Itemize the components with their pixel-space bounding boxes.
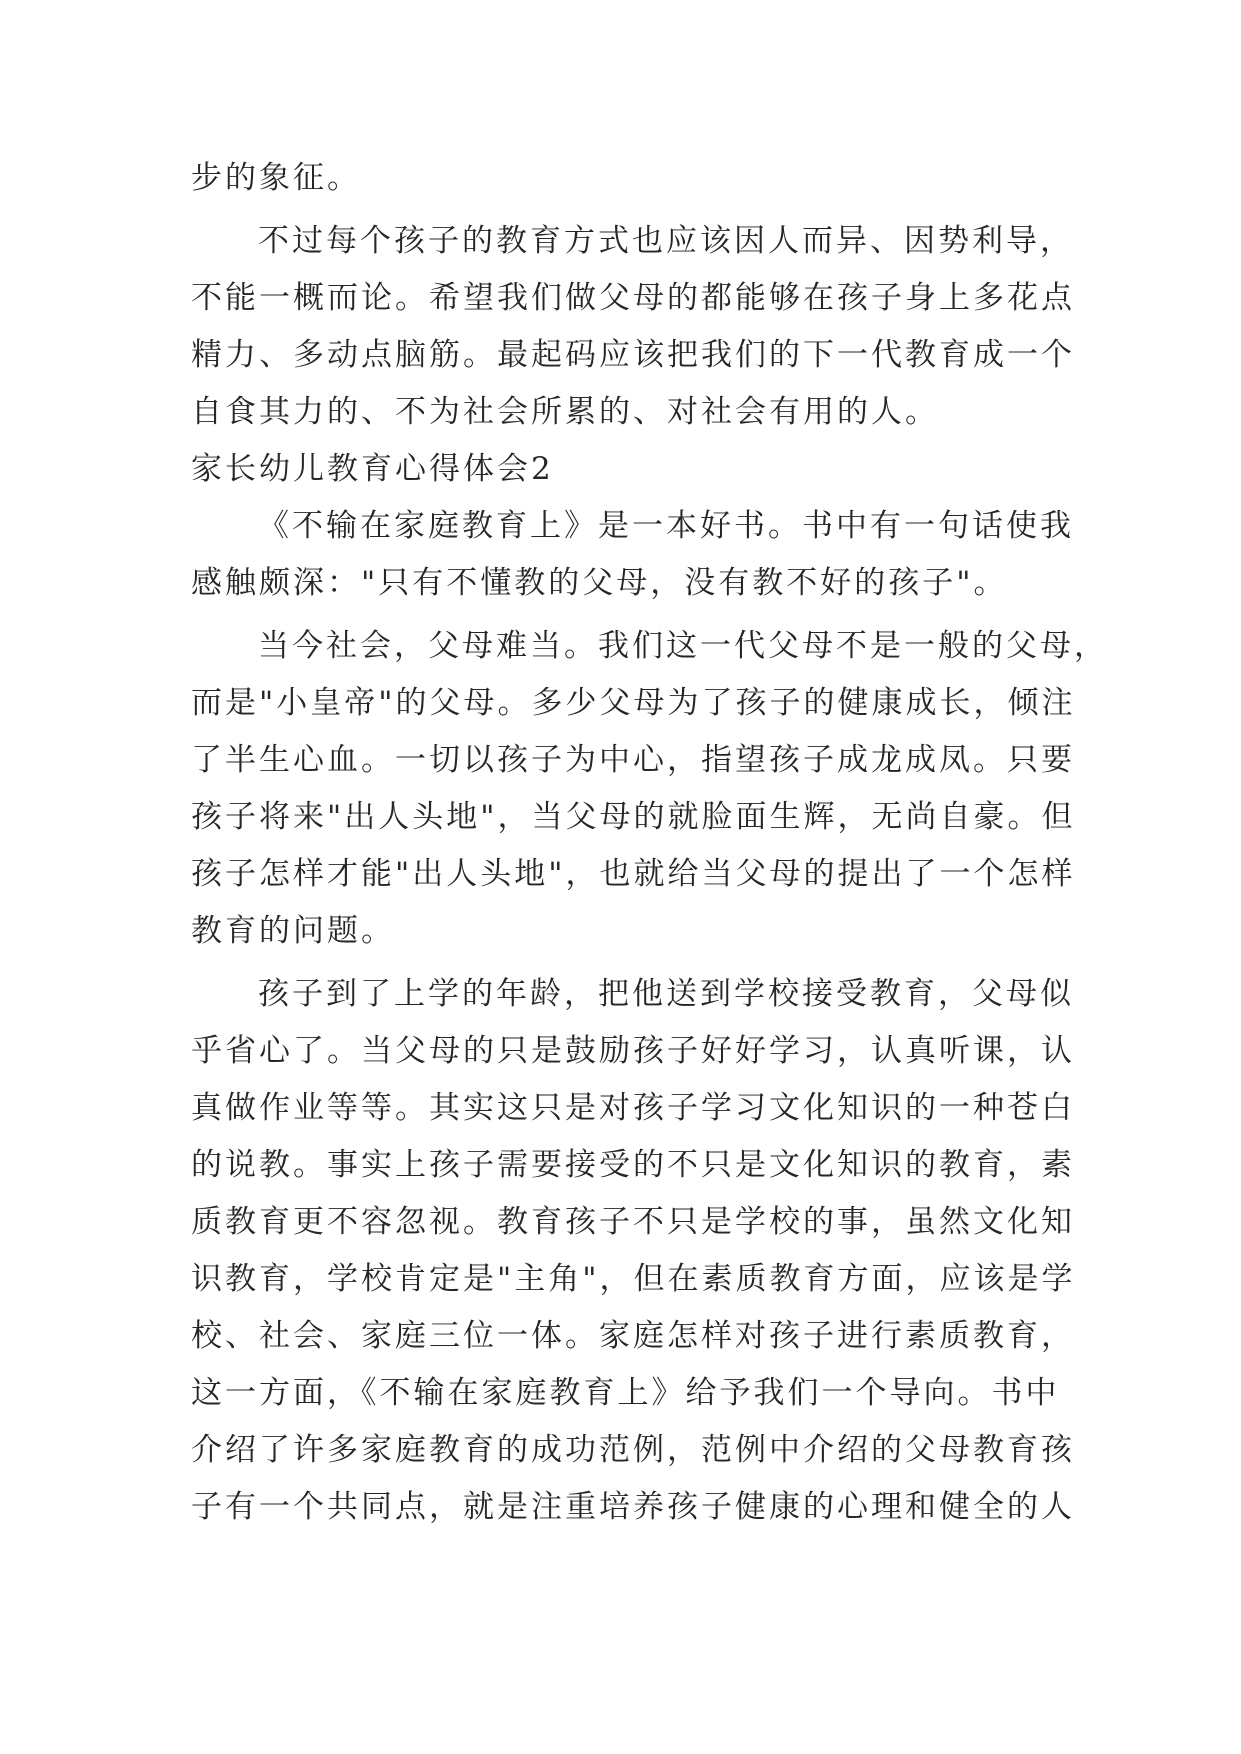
text-line: 的说教。事实上孩子需要接受的不只是文化知识的教育，素 (191, 1147, 1075, 1183)
text-line: 步的象征。 (191, 160, 361, 196)
text-line: 真做作业等等。其实这只是对孩子学习文化知识的一种苍白 (191, 1090, 1075, 1126)
section-heading: 家长幼儿教育心得体会2 (191, 451, 554, 487)
paragraph (191, 498, 1074, 612)
text-line: 质教育更不容忽视。教育孩子不只是学校的事，虽然文化知 (191, 1204, 1075, 1240)
text-line: 《不输在家庭教育上》是一本好书。书中有一句话使我 (258, 508, 1074, 544)
paragraph (191, 966, 1076, 1536)
text-line: 孩子将来"出人头地"，当父母的就脸面生辉，无尚自豪。但 (191, 799, 1076, 835)
text-line: 校、社会、家庭三位一体。家庭怎样对孩子进行素质教育， (191, 1318, 1075, 1354)
paragraph (191, 150, 1071, 207)
paragraph (191, 213, 1075, 441)
text-line: 孩子怎样才能"出人头地"，也就给当父母的提出了一个怎样 (191, 856, 1076, 892)
text-line: 孩子到了上学的年龄，把他送到学校接受教育，父母似 (258, 976, 1074, 1012)
paragraph (191, 618, 1108, 960)
text-line: 教育的问题。 (191, 913, 395, 949)
text-line: 自食其力的、不为社会所累的、对社会有用的人。 (191, 394, 939, 430)
document-body (191, 150, 1108, 1536)
text-line: 不能一概而论。希望我们做父母的都能够在孩子身上多花点 (191, 280, 1075, 316)
text-line: 感触颇深："只有不懂教的父母，没有教不好的孩子"。 (191, 565, 1008, 601)
text-line: 了半生心血。一切以孩子为中心，指望孩子成龙成凤。只要 (191, 742, 1075, 778)
text-line: 乎省心了。当父母的只是鼓励孩子好好学习，认真听课，认 (191, 1033, 1075, 1069)
text-line: 识教育，学校肯定是"主角"，但在素质教育方面，应该是学 (191, 1261, 1076, 1297)
text-line: 这一方面，《不输在家庭教育上》给予我们一个导向。书中 (191, 1375, 1060, 1411)
text-line: 子有一个共同点，就是注重培养孩子健康的心理和健全的人 (191, 1489, 1075, 1525)
text-line: 介绍了许多家庭教育的成功范例，范例中介绍的父母教育孩 (191, 1432, 1075, 1468)
text-line: 当今社会，父母难当。我们这一代父母不是一般的父母， (258, 628, 1108, 664)
text-line: 而是"小皇帝"的父母。多少父母为了孩子的健康成长，倾注 (191, 685, 1076, 721)
text-line: 不过每个孩子的教育方式也应该因人而异、因势利导， (258, 223, 1074, 259)
text-line: 精力、多动点脑筋。最起码应该把我们的下一代教育成一个 (191, 337, 1075, 373)
